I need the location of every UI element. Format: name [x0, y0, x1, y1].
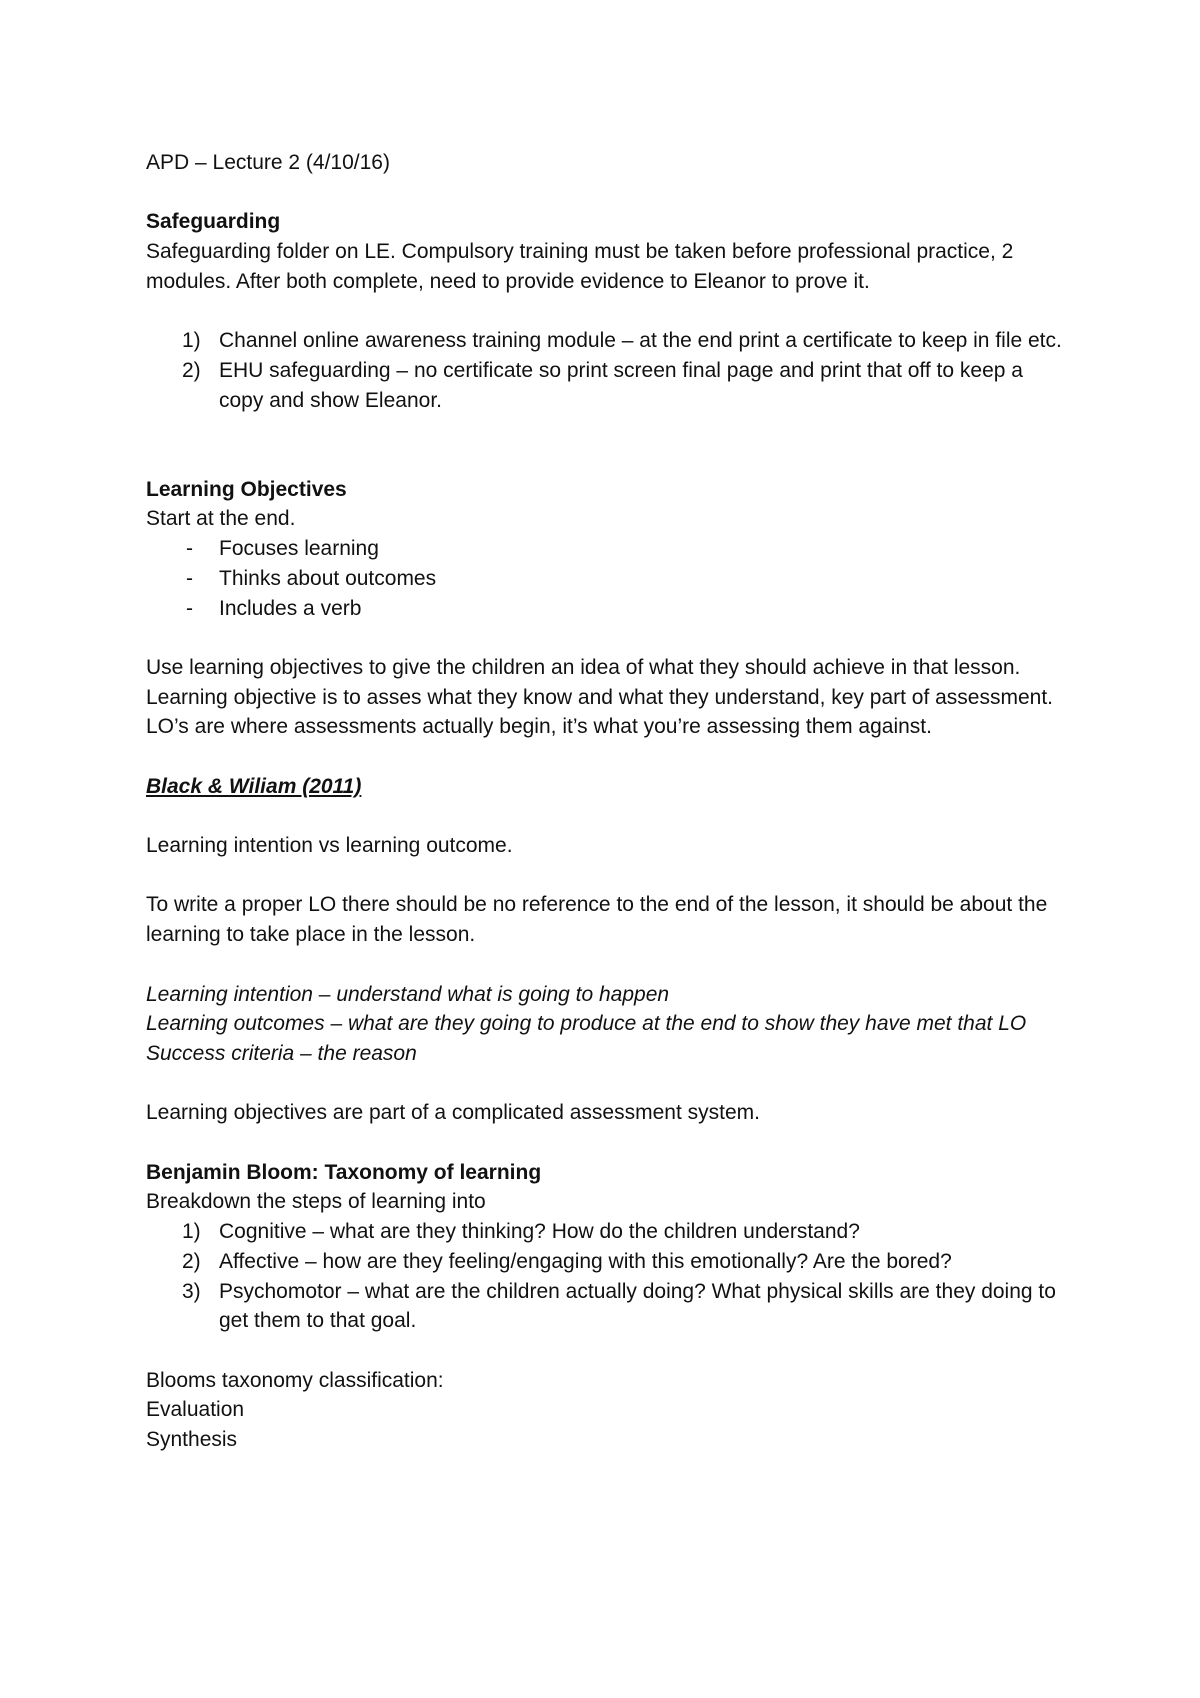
- list-item: [146, 564, 1066, 594]
- list-item-text: Affective – how are they feeling/engaging with this emotionally? Are the bored?: [219, 1249, 952, 1273]
- learning-objectives-intro: Start at the end.: [146, 507, 296, 531]
- list-item-text: EHU safeguarding – no certificate so print screen final page and print that off to keep a copy and show Eleanor.: [219, 358, 1023, 412]
- learning-objectives-heading: Learning Objectives: [146, 477, 347, 501]
- list-item: [146, 594, 1066, 624]
- list-item-text: Thinks about outcomes: [219, 566, 437, 590]
- proper-lo-paragraph: To write a proper LO there should be no reference to the end of the lesson, it should be about the learning to take place in the lesson.: [146, 893, 1048, 947]
- spacer: [146, 1336, 1066, 1366]
- spacer: [146, 297, 1066, 327]
- spacer: [146, 1069, 1066, 1099]
- list-item-text: Focuses learning: [219, 537, 379, 561]
- list-marker: 2): [182, 358, 201, 382]
- document-body: [146, 148, 1066, 1455]
- list-marker: 1): [182, 329, 201, 353]
- list-item: [146, 356, 1066, 415]
- definition-learning-intention: Learning intention – understand what is going to happen: [146, 982, 670, 1006]
- document-title: APD – Lecture 2 (4/10/16): [146, 151, 390, 174]
- spacer: [146, 950, 1066, 980]
- list-item: [146, 1247, 1066, 1277]
- list-item-text: Psychomotor – what are the children actually doing? What physical skills are they doing to get them to that goal.: [219, 1279, 1056, 1333]
- reference-citation: Black & Wiliam (2011): [146, 774, 362, 798]
- classification-heading: Blooms taxonomy classification:: [146, 1368, 444, 1392]
- intention-vs-outcome: Learning intention vs learning outcome.: [146, 834, 513, 858]
- classification-level: Evaluation: [146, 1398, 245, 1422]
- safeguarding-heading: Safeguarding: [146, 210, 281, 234]
- safeguarding-list: [146, 326, 1066, 415]
- spacer: [146, 415, 1066, 474]
- list-item-text: Channel online awareness training module – at the end print a certificate to keep in file etc.: [219, 329, 1062, 353]
- list-marker: 3): [182, 1279, 201, 1303]
- list-item: [146, 326, 1066, 356]
- spacer: [146, 742, 1066, 772]
- definition-learning-outcomes: Learning outcomes – what are they going to produce at the end to show they have met that LO: [146, 1012, 1027, 1036]
- assessment-system-paragraph: Learning objectives are part of a complicated assessment system.: [146, 1101, 760, 1125]
- spacer: [146, 801, 1066, 831]
- list-marker: -: [186, 537, 193, 561]
- definition-success-criteria: Success criteria – the reason: [146, 1041, 417, 1065]
- spacer: [146, 623, 1066, 653]
- list-item-text: Includes a verb: [219, 596, 362, 620]
- spacer: [146, 861, 1066, 891]
- bloom-list: [146, 1217, 1066, 1336]
- spacer: [146, 178, 1066, 208]
- list-marker: 1): [182, 1220, 201, 1244]
- learning-objectives-paragraph: Use learning objectives to give the children an idea of what they should achieve in that lesson. Learning objective is to asses what they know and what they understand, key part of assessment. LO’s are where assessments actually begin, it’s what you’re assessing them against.: [146, 655, 1054, 739]
- learning-objectives-list: [146, 534, 1066, 623]
- list-marker: 2): [182, 1249, 201, 1273]
- list-item-text: Cognitive – what are they thinking? How do the children understand?: [219, 1220, 860, 1244]
- list-item: [146, 1277, 1066, 1336]
- list-item: [146, 534, 1066, 564]
- spacer: [146, 1128, 1066, 1158]
- list-marker: -: [186, 596, 193, 620]
- list-marker: -: [186, 566, 193, 590]
- bloom-intro: Breakdown the steps of learning into: [146, 1190, 486, 1214]
- safeguarding-intro: Safeguarding folder on LE. Compulsory training must be taken before professional practice, 2 modules. After both complete, need to provide evidence to Eleanor to prove it.: [146, 240, 1014, 293]
- bloom-heading: Benjamin Bloom: Taxonomy of learning: [146, 1160, 542, 1184]
- list-item: [146, 1217, 1066, 1247]
- classification-level: Synthesis: [146, 1428, 238, 1452]
